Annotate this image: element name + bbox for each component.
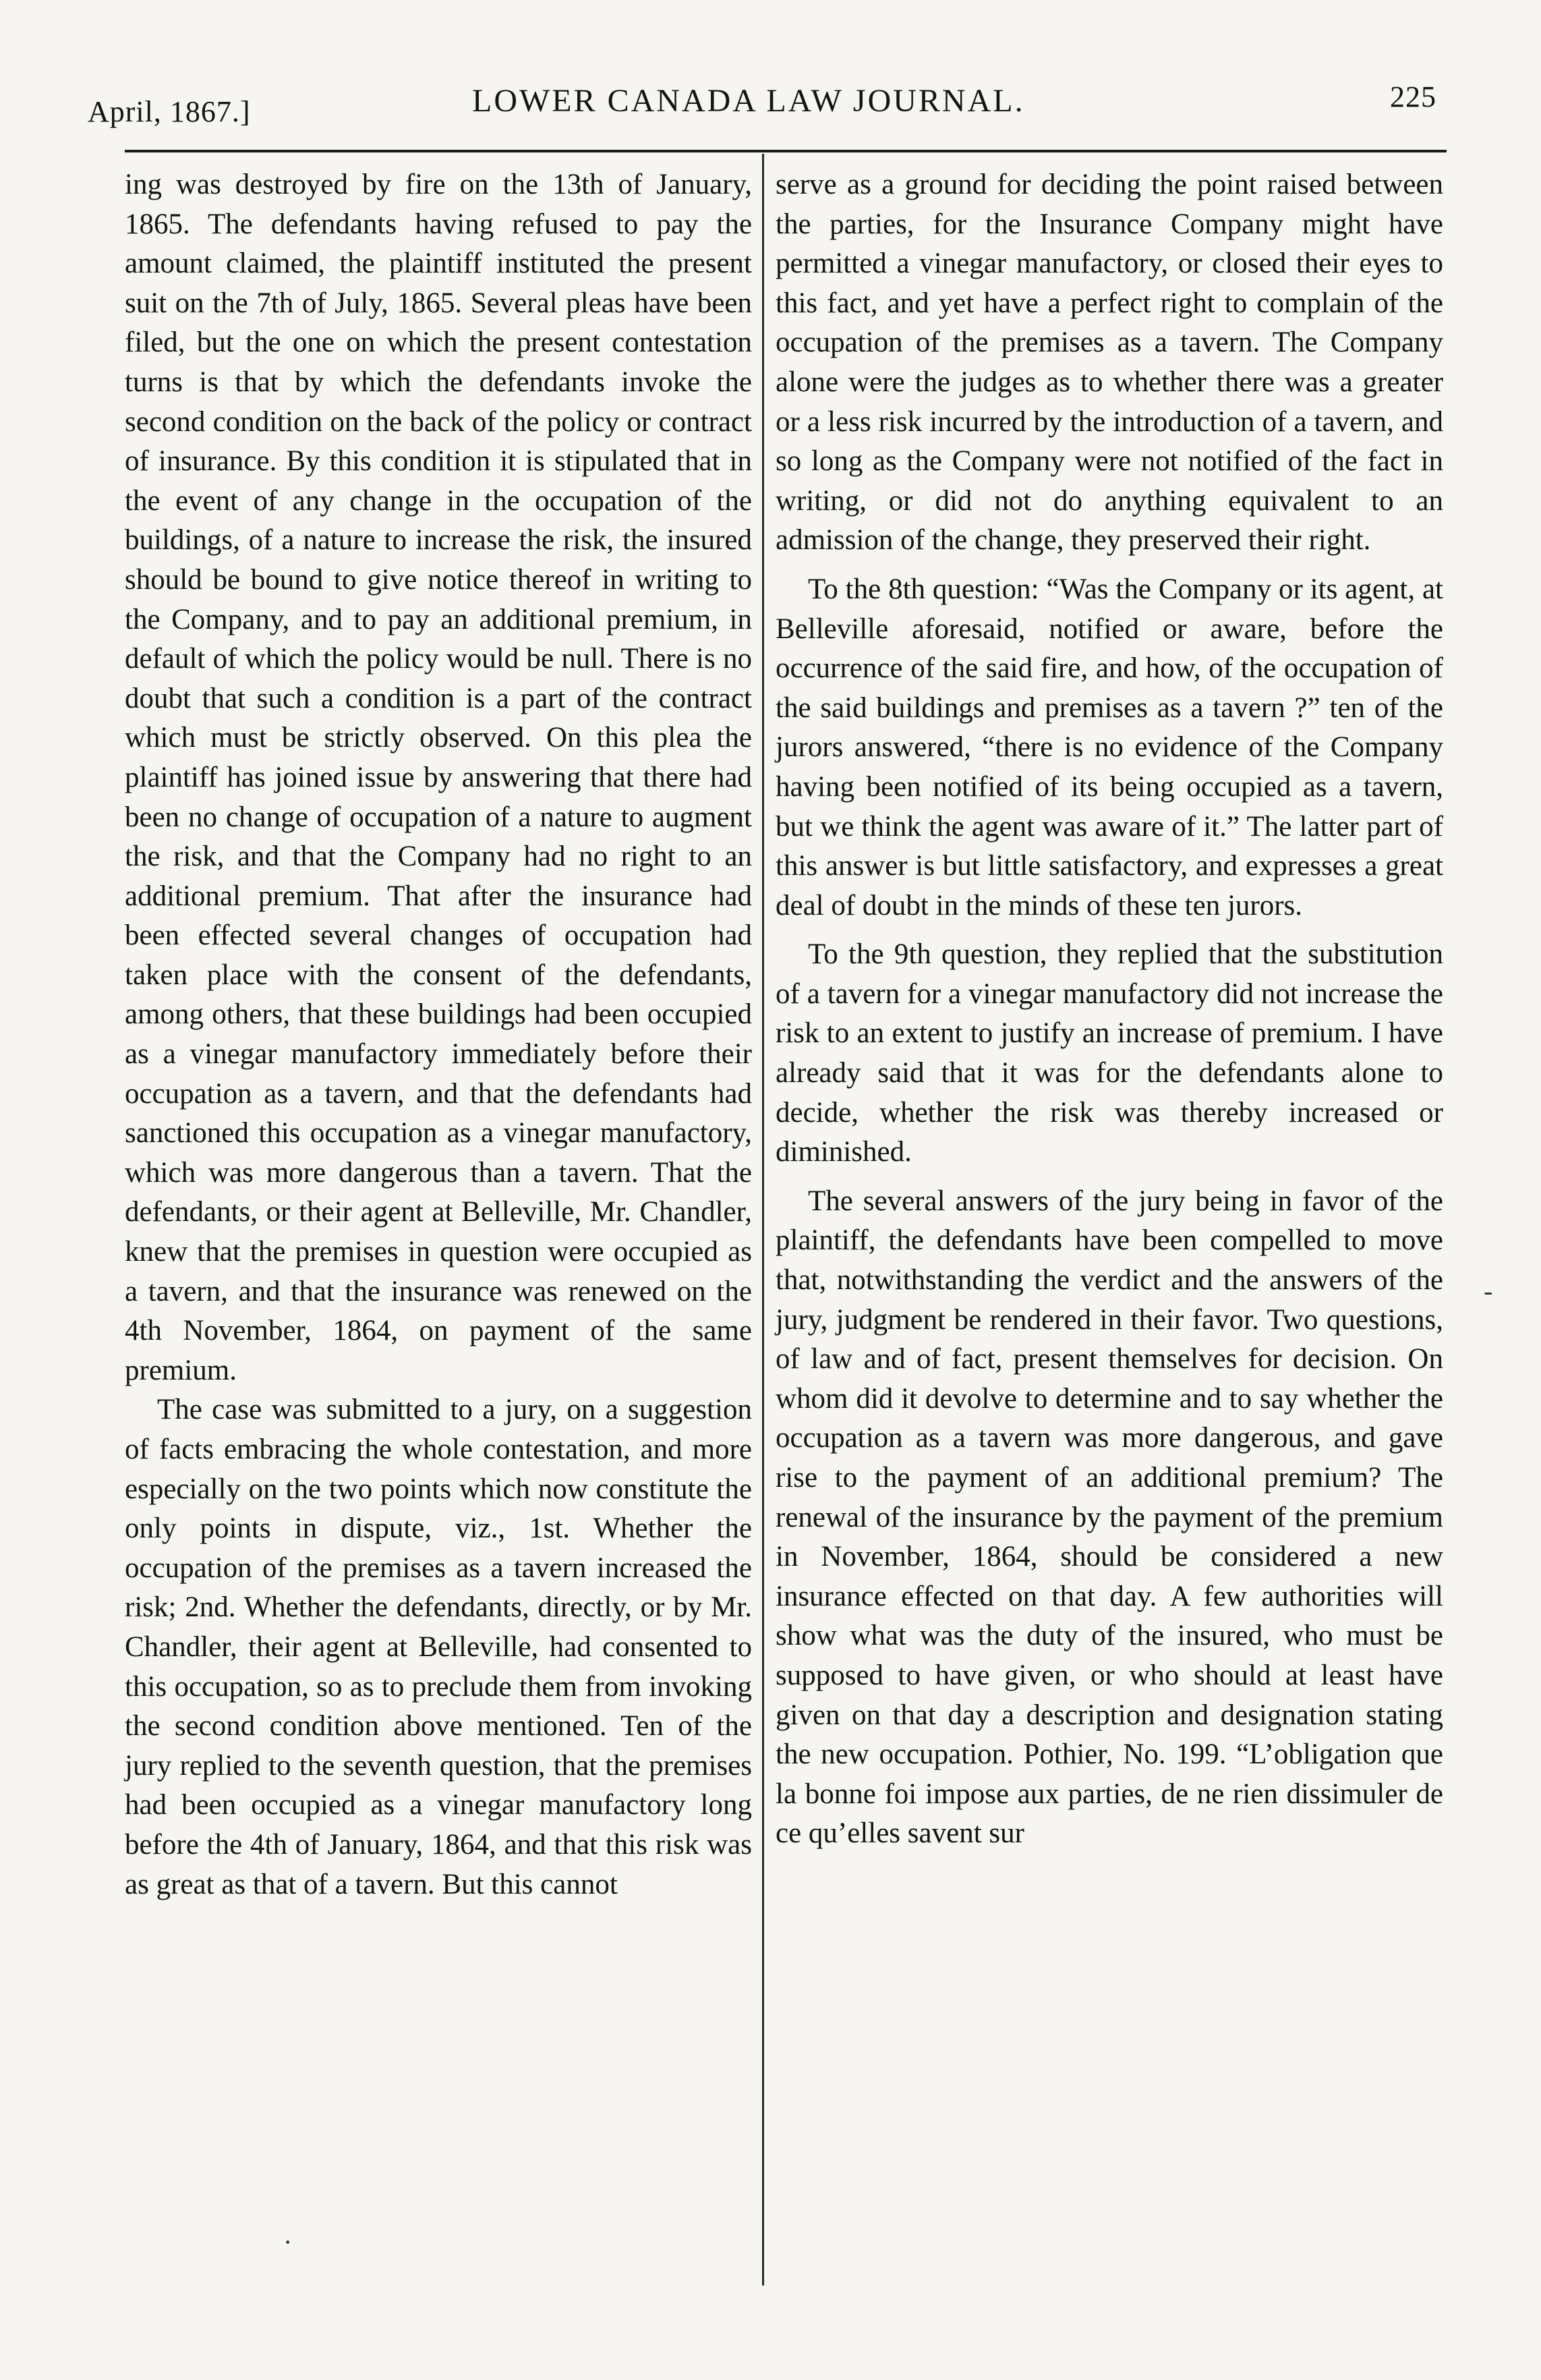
- header-rule: [125, 150, 1447, 152]
- left-column: [125, 165, 752, 1904]
- journal-title: LOWER CANADA LAW JOURNAL.: [472, 83, 1025, 119]
- left-paragraph-2: The case was submitted to a jury, on a suggestion of facts embracing the whole contestation, and more especially on the two points which now constitute the only points in dispute, viz., 1st. Whether the occupation of the premises as a tavern increased the risk; 2nd. Whether the defendants, directly, or by Mr. Chandler, their agent at Belleville, had consented to this occupation, so as to preclude them from invoking the second condition above mentioned. Ten of the jury replied to the seventh question, that the premises had been occupied as a vinegar manufactory long before the 4th of January, 1864, and that this risk was as great as that of a tavern. But this cannot: [125, 1394, 752, 1900]
- running-header: [88, 74, 1436, 135]
- right-paragraph-3: To the 9th question, they replied that the substitution of a tavern for a vinegar manufactory did not increase the risk to an extent to justify an increase of premium. I have already said that it was for the defendants alone to decide, whether the risk was thereby increased or diminished.: [776, 938, 1443, 1168]
- left-paragraph-1: ing was destroyed by fire on the 13th of January, 1865. The defendants having refused to pay the amount claimed, the plaintiff instituted the present suit on the 7th of July, 1865. Several pleas have been filed, but the one on which the present contestation turns is that by which the defendants invoke the second condition on the back of the policy or contract of insurance. By this condition it is stipulated that in the event of any change in the occupation of the buildings, of a nature to increase the risk, the insured should be bound to give notice thereof in writing to the Company, and to pay an additional premium, in default of which the policy would be null. There is no doubt that such a condition is a part of the contract which must be strictly observed. On this plea the plaintiff has joined issue by answering that there had been no change of occupation of a nature to augment the risk, and that the Company had no right to an additional premium. That after the insurance had been effected several changes of occupation had taken place with the consent of the defendants, among others, that these buildings had been occupied as a vinegar manufactory immediately before their occupation as a tavern, and that the defendants had sanctioned this occupation as a vinegar manufactory, which was more dangerous than a tavern. That the defendants, or their agent at Belleville, Mr. Chandler, knew that the premises in question were occupied as a tavern, and that the insurance was renewed on the 4th November, 1864, on payment of the same premium.: [125, 169, 752, 1386]
- column-divider: [762, 154, 764, 2286]
- issue-date: April, 1867.]: [88, 95, 251, 128]
- right-paragraph-2: To the 8th question: “Was the Company or its agent, at Belleville aforesaid, notified or aware, before the occurrence of the said fire, and how, of the occupation of the said buildings and premises as a tavern ?” ten of the jurors answered, “there is no evidence of the Company having been notified of its being occupied as a tavern, but we think the agent was aware of it.” The latter part of this answer is but little satisfactory, and expresses a great deal of doubt in the minds of these ten jurors.: [776, 573, 1443, 922]
- right-paragraph-4: The several answers of the jury being in favor of the plaintiff, the defendants have been compelled to move that, notwithstanding the verdict and the answers of the jury, judgment be rendered in their favor. Two questions, of law and of fact, present themselves for decision. On whom did it devolve to determine and to say whether the occupation as a tavern was more dangerous, and gave rise to the payment of an additional premium? The renewal of the insurance by the payment of the premium in November, 1864, should be considered a new insurance effected on that day. A few authorities will show what was the duty of the insured, who must be supposed to have given, or who should at least have given on that day a description and designation stating the new occupation. Pothier, No. 199. “L’obligation que la bonne foi impose aux parties, de ne rien dissimuler de ce qu’elles savent sur: [776, 1185, 1443, 1850]
- ink-speck: -: [1484, 1276, 1493, 1306]
- page-number: 225: [1390, 80, 1436, 113]
- right-paragraph-1: serve as a ground for deciding the point raised between the parties, for the Insurance Company might have permitted a vinegar manufactory, or closed their eyes to this fact, and yet have a perfect right to complain of the occupation of the premises as a tavern. The Company alone were the judges as to whether there was a greater or a less risk incurred by the introduction of a tavern, and so long as the Company were not notified of the fact in writing, or did not do anything equivalent to an admission of the change, they preserved their right.: [776, 169, 1443, 557]
- ink-speck: ·: [283, 2227, 293, 2257]
- right-column: [776, 165, 1443, 1854]
